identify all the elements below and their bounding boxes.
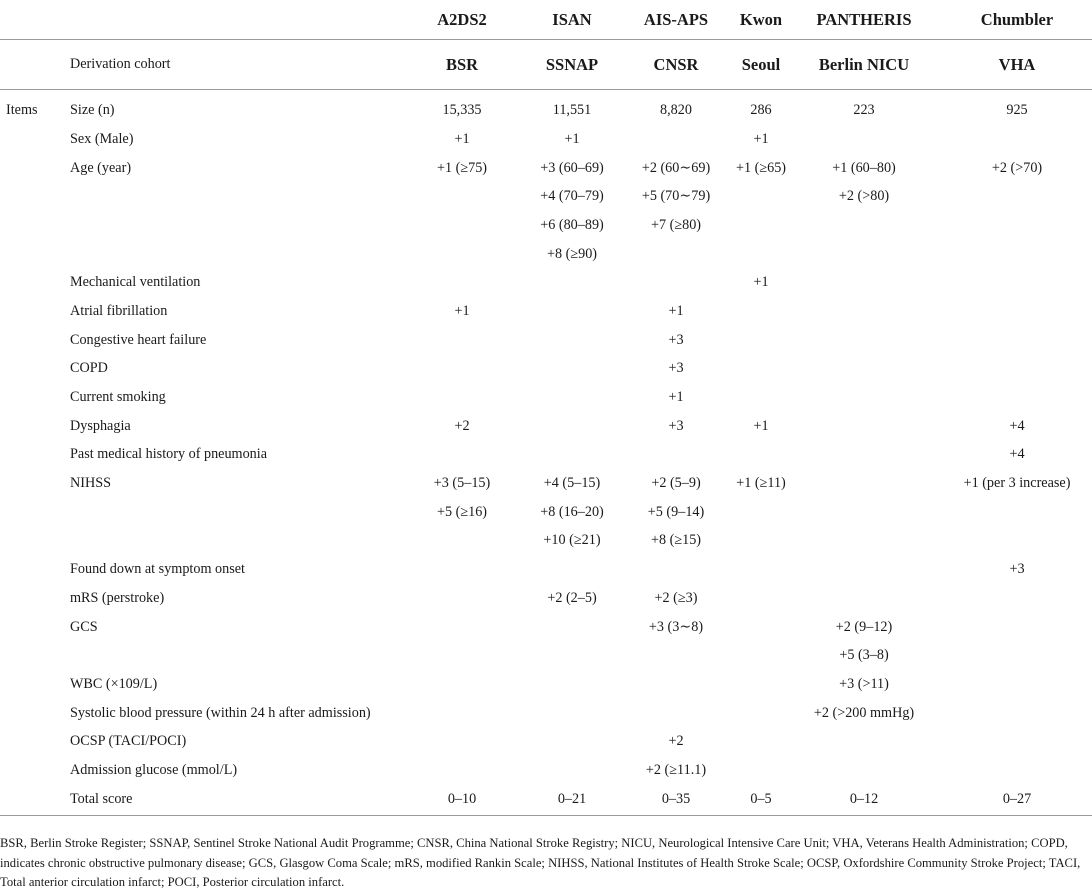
column-header-kwon: Kwon bbox=[739, 9, 783, 29]
row-lead-cell bbox=[0, 641, 66, 670]
column-header-pantheris: PANTHERIS bbox=[816, 9, 912, 29]
score-cell: +2 (60∼69) bbox=[641, 159, 711, 176]
score-cell: +1 bbox=[454, 302, 470, 319]
score-cell bbox=[404, 670, 520, 699]
row-label: Congestive heart failure bbox=[70, 331, 207, 348]
row-label bbox=[66, 240, 404, 269]
row-lead-cell bbox=[0, 469, 66, 498]
score-cell bbox=[728, 756, 794, 785]
header-empty-cell bbox=[66, 0, 404, 40]
score-cell: +1 bbox=[564, 130, 580, 147]
row-label: WBC (×109/L) bbox=[70, 675, 158, 692]
score-cell bbox=[520, 641, 624, 670]
row-lead-cell bbox=[0, 670, 66, 699]
score-cell: +5 (70∼79) bbox=[641, 188, 711, 205]
row-label: NIHSS bbox=[70, 475, 111, 492]
table-row bbox=[0, 555, 1092, 584]
score-cell: 0–5 bbox=[728, 785, 794, 816]
table-row bbox=[0, 785, 1092, 816]
score-cell: +4 (70–79) bbox=[540, 188, 604, 205]
score-cell bbox=[728, 355, 794, 384]
score-cell: +2 (≥11.1) bbox=[645, 761, 707, 778]
score-cell bbox=[794, 498, 934, 527]
score-cell bbox=[520, 268, 624, 297]
row-label bbox=[66, 211, 404, 240]
score-cell bbox=[624, 699, 728, 728]
score-cell: +3 bbox=[668, 360, 684, 377]
score-cell bbox=[934, 125, 1092, 154]
score-cell bbox=[404, 527, 520, 556]
score-cell: 0–35 bbox=[624, 785, 728, 816]
score-cell: +3 bbox=[668, 417, 684, 434]
table-row bbox=[0, 584, 1092, 613]
score-cell bbox=[728, 182, 794, 211]
score-cell: +2 bbox=[668, 733, 684, 750]
row-lead-cell bbox=[0, 584, 66, 613]
score-cell bbox=[404, 355, 520, 384]
row-label: OCSP (TACI/POCI) bbox=[70, 733, 187, 750]
score-cell bbox=[794, 555, 934, 584]
column-header-ais-aps: AIS-APS bbox=[643, 9, 709, 29]
score-cell bbox=[794, 326, 934, 355]
score-cell bbox=[794, 441, 934, 470]
row-lead-cell bbox=[0, 613, 66, 642]
row-label: Dysphagia bbox=[70, 417, 131, 434]
score-cell bbox=[934, 613, 1092, 642]
table-row bbox=[0, 326, 1092, 355]
score-cell: +1 bbox=[454, 130, 470, 147]
score-cell bbox=[934, 355, 1092, 384]
row-label bbox=[66, 641, 404, 670]
score-cell: 11,551 bbox=[520, 90, 624, 126]
score-cell: +2 bbox=[454, 417, 470, 434]
cohort-label: Derivation cohort bbox=[66, 40, 404, 90]
row-lead-cell bbox=[0, 355, 66, 384]
score-cell bbox=[404, 211, 520, 240]
row-label: GCS bbox=[70, 618, 98, 635]
score-cell: +1 (60–80) bbox=[832, 159, 896, 176]
score-cell bbox=[794, 240, 934, 269]
score-cell: +3 (5–15) bbox=[433, 475, 491, 492]
header-empty-cell bbox=[0, 0, 66, 40]
table-footnote: BSR, Berlin Stroke Register; SSNAP, Sentinel Stroke National Audit Programme; CNSR, China National Stroke Registry; NICU, Neurological Intensive Care Unit; VHA, Veterans Health Administration; COPD, indicates chronic obstructive pulmonary disease; GCS, Glasgow Coma Scale; mRS, modified Rankin Scale; NIHSS, National Institutes of Health Stroke Scale; OCSP, Oxfordshire Community Stroke Project; TACI, Total anterior circulation infarct; POCI, Posterior circulation infarct. bbox=[0, 836, 1081, 889]
row-lead-cell bbox=[0, 383, 66, 412]
score-cell bbox=[728, 670, 794, 699]
table-row bbox=[0, 412, 1092, 441]
row-lead-cell bbox=[0, 412, 66, 441]
row-label: Atrial fibrillation bbox=[70, 302, 168, 319]
row-lead-cell bbox=[0, 555, 66, 584]
score-cell bbox=[794, 584, 934, 613]
table-row bbox=[0, 527, 1092, 556]
table-row bbox=[0, 641, 1092, 670]
score-cell: +3 (3∼8) bbox=[648, 618, 704, 635]
score-cell: +3 bbox=[1009, 561, 1025, 578]
cohort-value: SSNAP bbox=[520, 40, 624, 90]
score-cell bbox=[624, 268, 728, 297]
row-lead-cell bbox=[0, 727, 66, 756]
score-cell bbox=[404, 756, 520, 785]
score-cell bbox=[934, 268, 1092, 297]
score-cell bbox=[520, 555, 624, 584]
score-cell: +7 (≥80) bbox=[650, 216, 702, 233]
table-row bbox=[0, 240, 1092, 269]
cohort-value: Seoul bbox=[728, 40, 794, 90]
score-cell: +4 bbox=[1009, 417, 1025, 434]
score-cell: +6 (80–89) bbox=[540, 216, 604, 233]
score-cell: +8 (≥15) bbox=[650, 532, 702, 549]
score-cell bbox=[934, 699, 1092, 728]
score-cell bbox=[934, 727, 1092, 756]
row-label: Sex (Male) bbox=[70, 130, 134, 147]
score-cell: +4 (5–15) bbox=[543, 475, 601, 492]
score-cell bbox=[520, 699, 624, 728]
score-cell: 0–10 bbox=[404, 785, 520, 816]
score-cell bbox=[624, 670, 728, 699]
row-label: Past medical history of pneumonia bbox=[70, 446, 268, 463]
cohort-value: Berlin NICU bbox=[794, 40, 934, 90]
table-row bbox=[0, 125, 1092, 154]
score-cell bbox=[934, 240, 1092, 269]
score-cell bbox=[934, 756, 1092, 785]
score-cell bbox=[404, 383, 520, 412]
score-cell: 0–21 bbox=[520, 785, 624, 816]
score-cell bbox=[794, 727, 934, 756]
score-cell: +1 bbox=[753, 130, 769, 147]
score-cell: +5 (3–8) bbox=[839, 647, 889, 664]
score-cell bbox=[934, 527, 1092, 556]
score-cell: +1 (≥11) bbox=[736, 475, 786, 492]
row-lead-cell bbox=[0, 527, 66, 556]
table-row bbox=[0, 756, 1092, 785]
score-cell: 925 bbox=[934, 90, 1092, 126]
row-label: COPD bbox=[70, 360, 108, 377]
score-cell bbox=[728, 383, 794, 412]
table-row bbox=[0, 670, 1092, 699]
score-cell bbox=[520, 297, 624, 326]
score-cell: 8,820 bbox=[624, 90, 728, 126]
score-cell bbox=[404, 441, 520, 470]
score-cell bbox=[624, 125, 728, 154]
cohort-empty-cell bbox=[0, 40, 66, 90]
score-cell bbox=[624, 240, 728, 269]
score-cell: +4 bbox=[1009, 446, 1025, 463]
score-cell bbox=[520, 613, 624, 642]
score-cell bbox=[794, 756, 934, 785]
score-cell bbox=[404, 699, 520, 728]
score-cell: +2 (>70) bbox=[991, 159, 1043, 176]
row-label: mRS (perstroke) bbox=[70, 589, 165, 606]
score-cell bbox=[934, 211, 1092, 240]
row-lead-cell bbox=[0, 211, 66, 240]
row-label: Mechanical ventilation bbox=[70, 274, 201, 291]
row-label: Total score bbox=[66, 785, 404, 816]
score-cell: +10 (≥21) bbox=[543, 532, 601, 549]
row-label: Age (year) bbox=[70, 159, 132, 176]
score-cell bbox=[728, 584, 794, 613]
score-cell bbox=[520, 441, 624, 470]
score-cell: +8 (16–20) bbox=[540, 503, 604, 520]
row-label bbox=[66, 182, 404, 211]
cohort-value: CNSR bbox=[624, 40, 728, 90]
score-cell bbox=[794, 125, 934, 154]
table-row bbox=[0, 727, 1092, 756]
header-row bbox=[0, 0, 1092, 40]
score-cell: +1 (≥75) bbox=[436, 159, 488, 176]
table-row bbox=[0, 297, 1092, 326]
row-lead-cell bbox=[0, 240, 66, 269]
table-row bbox=[0, 469, 1092, 498]
row-lead-cell bbox=[0, 441, 66, 470]
score-cell bbox=[520, 727, 624, 756]
score-cell: +2 (5–9) bbox=[651, 475, 701, 492]
table-row bbox=[0, 441, 1092, 470]
score-cell bbox=[728, 641, 794, 670]
score-cell bbox=[728, 211, 794, 240]
score-cell bbox=[520, 355, 624, 384]
table-row bbox=[0, 90, 1092, 126]
score-cell: +1 bbox=[668, 389, 684, 406]
score-cell bbox=[624, 555, 728, 584]
score-cell: +3 (60–69) bbox=[540, 159, 604, 176]
score-cell: +1 (≥65) bbox=[735, 159, 787, 176]
items-label: Items bbox=[0, 90, 66, 126]
score-cell: +8 (≥90) bbox=[546, 245, 598, 262]
score-cell: +2 (2–5) bbox=[547, 589, 597, 606]
score-cell: +2 (9–12) bbox=[835, 618, 893, 635]
column-header-isan: ISAN bbox=[552, 9, 592, 29]
score-cell bbox=[934, 584, 1092, 613]
score-cell bbox=[520, 670, 624, 699]
score-cell bbox=[404, 727, 520, 756]
score-cell: +5 (9–14) bbox=[647, 503, 705, 520]
row-label: Found down at symptom onset bbox=[70, 561, 245, 578]
score-cell bbox=[728, 527, 794, 556]
score-cell bbox=[934, 383, 1092, 412]
table-row bbox=[0, 383, 1092, 412]
score-cell bbox=[794, 469, 934, 498]
score-cell bbox=[404, 268, 520, 297]
row-label bbox=[66, 498, 404, 527]
row-lead-cell bbox=[0, 154, 66, 183]
row-lead-cell bbox=[0, 125, 66, 154]
score-cell bbox=[934, 498, 1092, 527]
score-cell: +1 bbox=[668, 302, 684, 319]
row-lead-cell bbox=[0, 756, 66, 785]
row-lead-cell bbox=[0, 268, 66, 297]
score-cell: +3 bbox=[668, 331, 684, 348]
table-row bbox=[0, 182, 1092, 211]
score-cell bbox=[404, 326, 520, 355]
score-cell bbox=[520, 383, 624, 412]
score-cell bbox=[404, 240, 520, 269]
score-cell bbox=[728, 326, 794, 355]
score-cell: 286 bbox=[728, 90, 794, 126]
score-cell bbox=[728, 613, 794, 642]
score-cell bbox=[404, 613, 520, 642]
score-table-body bbox=[0, 90, 1092, 816]
row-label: Size (n) bbox=[66, 90, 404, 126]
row-label: Current smoking bbox=[70, 389, 166, 406]
row-lead-cell bbox=[0, 326, 66, 355]
score-cell bbox=[728, 441, 794, 470]
row-lead-cell bbox=[0, 297, 66, 326]
score-cell: +2 (>200 mmHg) bbox=[813, 704, 915, 721]
score-cell bbox=[934, 641, 1092, 670]
table-row bbox=[0, 613, 1092, 642]
score-cell bbox=[794, 355, 934, 384]
table-row bbox=[0, 699, 1092, 728]
score-cell bbox=[728, 727, 794, 756]
table-row bbox=[0, 498, 1092, 527]
score-cell: 15,335 bbox=[404, 90, 520, 126]
score-cell bbox=[934, 670, 1092, 699]
column-header-a2ds2: A2DS2 bbox=[437, 9, 487, 29]
row-lead-cell bbox=[0, 182, 66, 211]
score-cell bbox=[794, 268, 934, 297]
score-cell bbox=[728, 498, 794, 527]
row-lead-cell bbox=[0, 498, 66, 527]
cohort-value: VHA bbox=[934, 40, 1092, 90]
cohort-row bbox=[0, 40, 1092, 90]
score-cell bbox=[794, 383, 934, 412]
score-cell bbox=[520, 756, 624, 785]
table-row bbox=[0, 268, 1092, 297]
score-cell bbox=[794, 297, 934, 326]
score-cell bbox=[404, 555, 520, 584]
score-cell: +3 (>11) bbox=[839, 675, 889, 692]
row-lead-cell bbox=[0, 785, 66, 816]
table-row bbox=[0, 355, 1092, 384]
table-row bbox=[0, 154, 1092, 183]
score-cell bbox=[934, 182, 1092, 211]
score-cell bbox=[728, 699, 794, 728]
score-cell bbox=[794, 211, 934, 240]
score-cell: +1 (per 3 increase) bbox=[963, 475, 1071, 492]
score-cell bbox=[728, 555, 794, 584]
score-cell: 0–27 bbox=[934, 785, 1092, 816]
score-cell bbox=[520, 326, 624, 355]
score-cell: +1 bbox=[753, 274, 769, 291]
score-cell bbox=[624, 441, 728, 470]
score-cell: +2 (≥3) bbox=[654, 589, 698, 606]
table-row bbox=[0, 211, 1092, 240]
score-cell bbox=[404, 584, 520, 613]
score-cell bbox=[934, 326, 1092, 355]
score-cell bbox=[404, 182, 520, 211]
score-cell: +5 (≥16) bbox=[436, 503, 488, 520]
score-cell bbox=[624, 641, 728, 670]
score-cell bbox=[404, 641, 520, 670]
score-cell bbox=[728, 297, 794, 326]
score-cell: 0–12 bbox=[794, 785, 934, 816]
score-cell bbox=[934, 297, 1092, 326]
score-cell bbox=[728, 240, 794, 269]
row-lead-cell bbox=[0, 699, 66, 728]
cohort-value: BSR bbox=[404, 40, 520, 90]
score-cell: +1 bbox=[753, 417, 769, 434]
column-header-chumbler: Chumbler bbox=[980, 9, 1054, 29]
score-cell: 223 bbox=[794, 90, 934, 126]
row-label: Admission glucose (mmol/L) bbox=[70, 761, 238, 778]
score-cell bbox=[794, 412, 934, 441]
score-cell bbox=[520, 412, 624, 441]
row-label bbox=[66, 527, 404, 556]
row-label: Systolic blood pressure (within 24 h after admission) bbox=[70, 704, 371, 721]
score-cell: +2 (>80) bbox=[838, 188, 890, 205]
score-cell bbox=[794, 527, 934, 556]
